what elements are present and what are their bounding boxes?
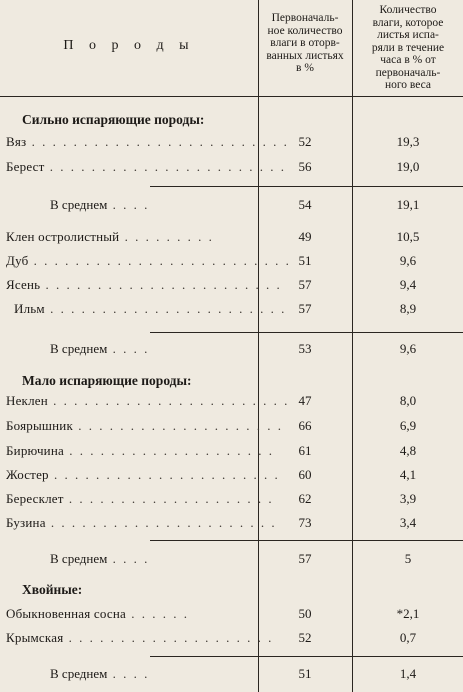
- species-name: Крымская . . . . . . . . . . . . . . . . . . . .: [6, 630, 274, 645]
- average-text: В среднем: [50, 341, 108, 356]
- initial-moisture-value: 73: [298, 515, 312, 530]
- initial-moisture-value: 49: [298, 229, 312, 244]
- average-label: В среднем . . . .: [50, 341, 150, 356]
- species-name: Жостер . . . . . . . . . . . . . . . . . . . . . .: [6, 467, 280, 482]
- species-name: Клен остролистный . . . . . . . . .: [6, 229, 214, 244]
- evaporated-value: 4,1: [399, 467, 417, 482]
- initial-moisture-value: 62: [298, 491, 312, 506]
- header-evaporated-moisture: [353, 4, 463, 92]
- initial-moisture-value: 50: [298, 606, 312, 621]
- section-heading-row: [0, 582, 463, 602]
- table-row: [0, 491, 463, 511]
- header-initial-moisture: [259, 12, 351, 75]
- species-name: Вяз . . . . . . . . . . . . . . . . . . . . . . . . .: [6, 134, 289, 149]
- evaporated-value: 19,0: [396, 159, 420, 174]
- header-line: ряли в течение: [371, 41, 445, 54]
- evaporated-value: 8,0: [399, 393, 417, 408]
- species-name: Неклен . . . . . . . . . . . . . . . . . . . . . . .: [6, 393, 290, 408]
- species-label: Берест: [6, 159, 45, 174]
- table-row: [0, 134, 463, 154]
- initial-moisture-value: 53: [298, 341, 312, 356]
- header-line: первоначаль-: [375, 66, 441, 79]
- table-row: [0, 515, 463, 535]
- evaporated-value: 9,6: [399, 253, 417, 268]
- average-row: [0, 666, 463, 686]
- evaporated-value: 5: [404, 551, 412, 566]
- species-label: Обыкновенная сосна: [6, 606, 126, 621]
- average-label: В среднем . . . .: [50, 666, 150, 681]
- table-row: [0, 467, 463, 487]
- table-row: [0, 630, 463, 650]
- species-label: Клен остролистный: [6, 229, 120, 244]
- species-name: Обыкновенная сосна . . . . . .: [6, 606, 189, 621]
- average-row: [0, 197, 463, 217]
- species-label: Бересклет: [6, 491, 64, 506]
- species-label: Жостер: [6, 467, 49, 482]
- header-line: листья испа-: [377, 29, 439, 41]
- evaporated-value: 8,9: [399, 301, 417, 316]
- header-line: влаги в оторв-: [270, 37, 340, 49]
- species-name: Боярышник . . . . . . . . . . . . . . . . . . . .: [6, 418, 283, 433]
- species-name: Бересклет . . . . . . . . . . . . . . . . . . . .: [6, 491, 274, 506]
- average-row: [0, 341, 463, 361]
- evaporated-value: 4,8: [399, 443, 417, 458]
- species-name: Ясень . . . . . . . . . . . . . . . . . . . . . . .: [6, 277, 282, 292]
- header-line: ного веса: [384, 79, 432, 91]
- initial-moisture-value: 54: [298, 197, 312, 212]
- header-line: ное количество: [267, 24, 343, 37]
- header-line: ванных листьях: [266, 49, 344, 62]
- evaporated-value: *2,1: [396, 606, 420, 621]
- initial-moisture-value: 56: [298, 159, 312, 174]
- average-text: В среднем: [50, 666, 108, 681]
- section-heading-row: [0, 112, 463, 132]
- header-line: в %: [296, 62, 314, 74]
- subtotal-rule: [150, 186, 463, 187]
- species-label: Неклен: [6, 393, 48, 408]
- evaporated-value: 3,9: [399, 491, 417, 506]
- species-label: Бирючина: [6, 443, 64, 458]
- species-label: Бузина: [6, 515, 46, 530]
- species-name: Берест . . . . . . . . . . . . . . . . . . . . . . .: [6, 159, 286, 174]
- header-line: Первоначаль-: [271, 12, 339, 24]
- table-row: [0, 443, 463, 463]
- header-rule: [0, 96, 463, 97]
- average-text: В среднем: [50, 197, 108, 212]
- average-label: В среднем . . . .: [50, 551, 150, 566]
- species-label: Ильм: [14, 301, 45, 316]
- evaporated-value: 19,3: [396, 134, 420, 149]
- initial-moisture-value: 57: [298, 551, 312, 566]
- evaporated-value: 6,9: [399, 418, 417, 433]
- evaporated-value: 19,1: [396, 197, 420, 212]
- section-title: Сильно испаряющие породы:: [22, 112, 205, 127]
- header-line: часа в % от: [380, 54, 436, 66]
- species-name: Дуб . . . . . . . . . . . . . . . . . . . . . . . . .: [6, 253, 291, 268]
- table-row: [0, 159, 463, 179]
- header-line: влаги, которое: [372, 16, 444, 29]
- evaporated-value: 1,4: [399, 666, 417, 681]
- subtotal-rule: [150, 656, 463, 657]
- initial-moisture-value: 52: [298, 630, 312, 645]
- evaporated-value: 3,4: [399, 515, 417, 530]
- table-row: [0, 277, 463, 297]
- average-row: [0, 551, 463, 571]
- initial-moisture-value: 60: [298, 467, 312, 482]
- section-title: Мало испаряющие породы:: [22, 373, 192, 388]
- initial-moisture-value: 57: [298, 277, 312, 292]
- evaporated-value: 0,7: [399, 630, 417, 645]
- initial-moisture-value: 57: [298, 301, 312, 316]
- species-label: Дуб: [6, 253, 29, 268]
- species-name: Ильм . . . . . . . . . . . . . . . . . . . . . . .: [14, 301, 287, 316]
- evaporated-value: 10,5: [396, 229, 420, 244]
- table-row: [0, 418, 463, 438]
- species-name: Бирючина . . . . . . . . . . . . . . . . . . . .: [6, 443, 274, 458]
- header-species: П о р о д ы: [63, 38, 195, 53]
- initial-moisture-value: 66: [298, 418, 312, 433]
- evaporated-value: 9,6: [399, 341, 417, 356]
- evaporated-value: 9,4: [399, 277, 417, 292]
- species-label: Вяз: [6, 134, 27, 149]
- species-label: Боярышник: [6, 418, 73, 433]
- initial-moisture-value: 51: [298, 666, 312, 681]
- header-line: Количество: [379, 4, 437, 16]
- average-label: В среднем . . . .: [50, 197, 150, 212]
- species-name: Бузина . . . . . . . . . . . . . . . . . . . . . .: [6, 515, 277, 530]
- table-row: [0, 253, 463, 273]
- subtotal-rule: [150, 332, 463, 333]
- initial-moisture-value: 52: [298, 134, 312, 149]
- initial-moisture-value: 51: [298, 253, 312, 268]
- subtotal-rule: [150, 540, 463, 541]
- species-label: Ясень: [6, 277, 41, 292]
- table-row: [0, 301, 463, 321]
- initial-moisture-value: 47: [298, 393, 312, 408]
- table-row: [0, 229, 463, 249]
- section-title: Хвойные:: [22, 582, 83, 597]
- table-row: [0, 606, 463, 626]
- initial-moisture-value: 61: [298, 443, 312, 458]
- average-text: В среднем: [50, 551, 108, 566]
- table-row: [0, 393, 463, 413]
- section-heading-row: [0, 373, 463, 393]
- species-label: Крымская: [6, 630, 64, 645]
